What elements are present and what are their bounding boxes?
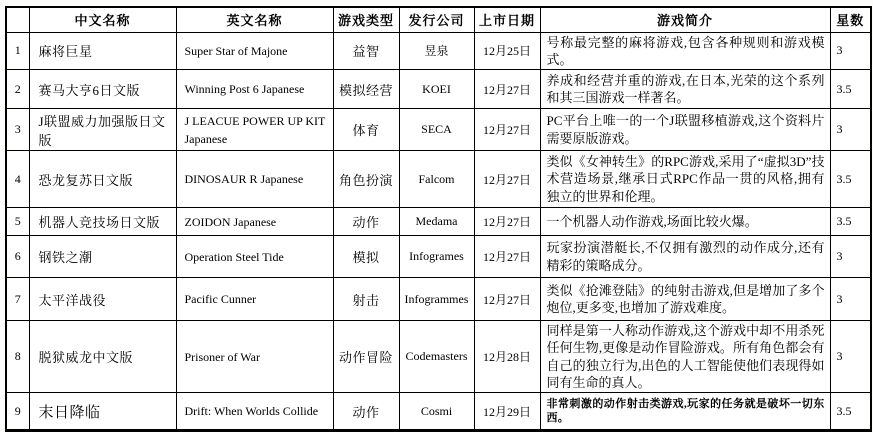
genre-cell: 动作冒险 [333,321,399,393]
release-date-cell: 12月27日 [474,109,540,151]
description-cell: 玩家扮演潜艇长,不仅拥有激烈的动作成分,还有精彩的策略成分。 [540,236,830,278]
release-date-cell: 12月27日 [474,151,540,208]
row-index-cell: 6 [6,236,29,278]
col-header-chinese-name: 中文名称 [29,7,176,32]
table-row [6,32,871,70]
description-cell: 类似《女神转生》的RPC游戏,采用了“虚拟3D”技术营造场景,继承日式RPC作品一贯的风格,拥有独立的世界和伦理。 [540,151,830,208]
release-date-cell: 12月27日 [474,278,540,321]
col-header-stars: 星数 [830,7,871,32]
table-row [6,151,871,208]
chinese-name-cell: 末日降临 [29,393,176,431]
genre-cell: 动作 [333,208,399,236]
genre-cell: 动作 [333,393,399,431]
stars-cell: 3.5 [830,393,871,431]
row-index-cell: 4 [6,151,29,208]
release-date-cell: 12月28日 [474,321,540,393]
row-index-cell: 8 [6,321,29,393]
col-header-release-date: 上市日期 [474,7,540,32]
stars-cell: 3 [830,32,871,70]
english-name-cell: ZOIDON Japanese [176,208,333,236]
games-table [5,6,872,432]
release-date-cell: 12月27日 [474,70,540,109]
publisher-cell: Falcom [399,151,474,208]
description-cell: 养成和经营并重的游戏,在日本,光荣的这个系列和其三国游戏一样著名。 [540,70,830,109]
genre-cell: 益智 [333,32,399,70]
row-index-cell: 5 [6,208,29,236]
col-header-description: 游戏简介 [540,7,830,32]
publisher-cell: Infogrames [399,236,474,278]
publisher-cell: SECA [399,109,474,151]
table-row [6,278,871,321]
stars-cell: 3 [830,109,871,151]
chinese-name-cell: 太平洋战役 [29,278,176,321]
header-row [6,7,871,32]
row-index-cell: 9 [6,393,29,431]
release-date-cell: 12月27日 [474,208,540,236]
description-cell: PC平台上唯一的一个J联盟移植游戏,这个资料片需要原版游戏。 [540,109,830,151]
stars-cell: 3 [830,321,871,393]
col-header-genre: 游戏类型 [333,7,399,32]
description-cell: 非常刺激的动作射击类游戏,玩家的任务就是破坏一切东西。 [540,393,830,431]
chinese-name-cell: 钢铁之潮 [29,236,176,278]
description-cell: 号称最完整的麻将游戏,包含各种规则和游戏模式。 [540,32,830,70]
publisher-cell: Cosmi [399,393,474,431]
row-index-cell: 2 [6,70,29,109]
genre-cell: 模拟 [333,236,399,278]
description-cell: 类似《抢滩登陆》的纯射击游戏,但是增加了多个炮位,更多变,也增加了游戏难度。 [540,278,830,321]
genre-cell: 射击 [333,278,399,321]
genre-cell: 角色扮演 [333,151,399,208]
genre-cell: 体育 [333,109,399,151]
stars-cell: 3.5 [830,208,871,236]
publisher-cell: Medama [399,208,474,236]
english-name-cell: Drift: When Worlds Collide [176,393,333,431]
col-header-publisher: 发行公司 [399,7,474,32]
publisher-cell: Infogrammes [399,278,474,321]
table-row [6,236,871,278]
english-name-cell: Prisoner of War [176,321,333,393]
english-name-cell: Pacific Cunner [176,278,333,321]
release-date-cell: 12月29日 [474,393,540,431]
publisher-cell: 昱泉 [399,32,474,70]
publisher-cell: Codemasters [399,321,474,393]
row-index-cell: 1 [6,32,29,70]
english-name-cell: Operation Steel Tide [176,236,333,278]
stars-cell: 3.5 [830,151,871,208]
description-cell: 一个机器人动作游戏,场面比较火爆。 [540,208,830,236]
english-name-cell: Super Star of Majone [176,32,333,70]
chinese-name-cell: J联盟威力加强版日文版 [29,109,176,151]
col-header-english-name: 英文名称 [176,7,333,32]
stars-cell: 3.5 [830,70,871,109]
publisher-cell: KOEI [399,70,474,109]
chinese-name-cell: 恐龙复苏日文版 [29,151,176,208]
col-header-index [6,7,29,32]
chinese-name-cell: 机器人竞技场日文版 [29,208,176,236]
table-row [6,208,871,236]
chinese-name-cell: 脱狱威龙中文版 [29,321,176,393]
chinese-name-cell: 赛马大亨6日文版 [29,70,176,109]
table-row [6,321,871,393]
stars-cell: 3 [830,236,871,278]
english-name-cell: DINOSAUR R Japanese [176,151,333,208]
table-row [6,109,871,151]
chinese-name-cell: 麻将巨星 [29,32,176,70]
description-cell: 同样是第一人称动作游戏,这个游戏中却不用杀死任何生物,更像是动作冒险游戏。所有角色都会有自己的独立行为,出色的人工智能使他们表现得如同有生命的真人。 [540,321,830,393]
row-index-cell: 3 [6,109,29,151]
english-name-cell: J LEACUE POWER UP KIT Japanese [176,109,333,151]
table-row [6,70,871,109]
table-row [6,393,871,431]
release-date-cell: 12月25日 [474,32,540,70]
stars-cell: 3 [830,278,871,321]
row-index-cell: 7 [6,278,29,321]
release-date-cell: 12月27日 [474,236,540,278]
english-name-cell: Winning Post 6 Japanese [176,70,333,109]
genre-cell: 模拟经营 [333,70,399,109]
